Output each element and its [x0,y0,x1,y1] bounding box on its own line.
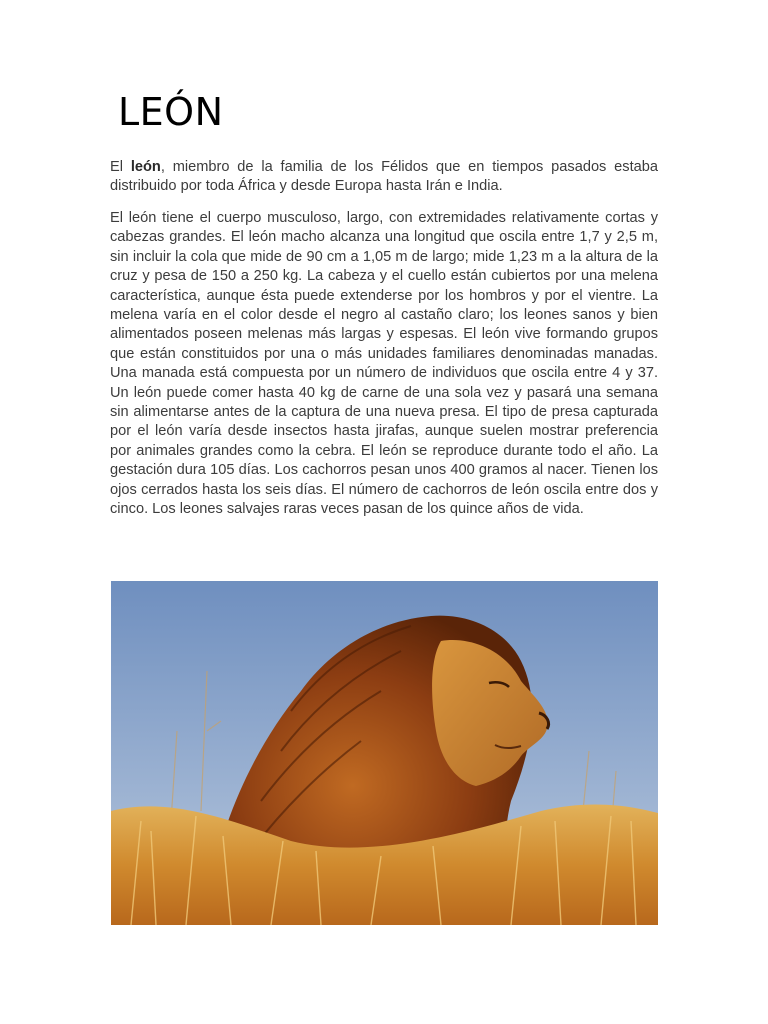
page-title: LEÓN [118,90,224,134]
lion-photo [111,581,658,925]
body-paragraph: El león tiene el cuerpo musculoso, largo, con extremidades relativamente cortas y cabezas grandes. El león macho alcanza una longitud que oscila entre 1,7 y 2,5 m, sin incluir la cola que mide de 90 cm a 1,05 m de largo; mide 1,23 m a la altura de la cruz y pesa de 150 a 250 kg. La cabeza y el cuello están cubiertos por una melena característica, aunque ésta puede extenderse por los hombros y por el vientre. La melena varía en el color desde el negro al castaño claro; los leones sanos y bien alimentados poseen melenas más largas y espesas. El león vive formando grupos que están constituidos por una o más unidades familiares denominadas manadas. Una manada está compuesta por un número de individuos que oscila entre 4 y 37. Un león puede comer hasta 40 kg de carne de una sola vez y pasará una semana sin alimentarse antes de la captura de una nueva presa. El tipo de presa capturada por el león varía desde insectos hasta jirafas, aunque suelen mostrar preferencia por animales grandes como la cebra. El león se reproduce durante todo el año. La gestación dura 105 días. Los cachorros pesan unos 400 gramos al nacer. Tienen los ojos cerrados hasta los seis días. El número de cachorros de león oscila entre dos y cinco. Los leones salvajes raras veces pasan de los quince años de vida. [110,210,658,518]
intro-rest: , miembro de la familia de los Félidos que en tiempos pasados estaba distribuido por toda África y desde Europa hasta Irán e India. [110,159,659,195]
intro-paragraph [110,158,658,197]
intro-prefix: El [110,159,131,175]
intro-bold-word: león [130,159,161,175]
